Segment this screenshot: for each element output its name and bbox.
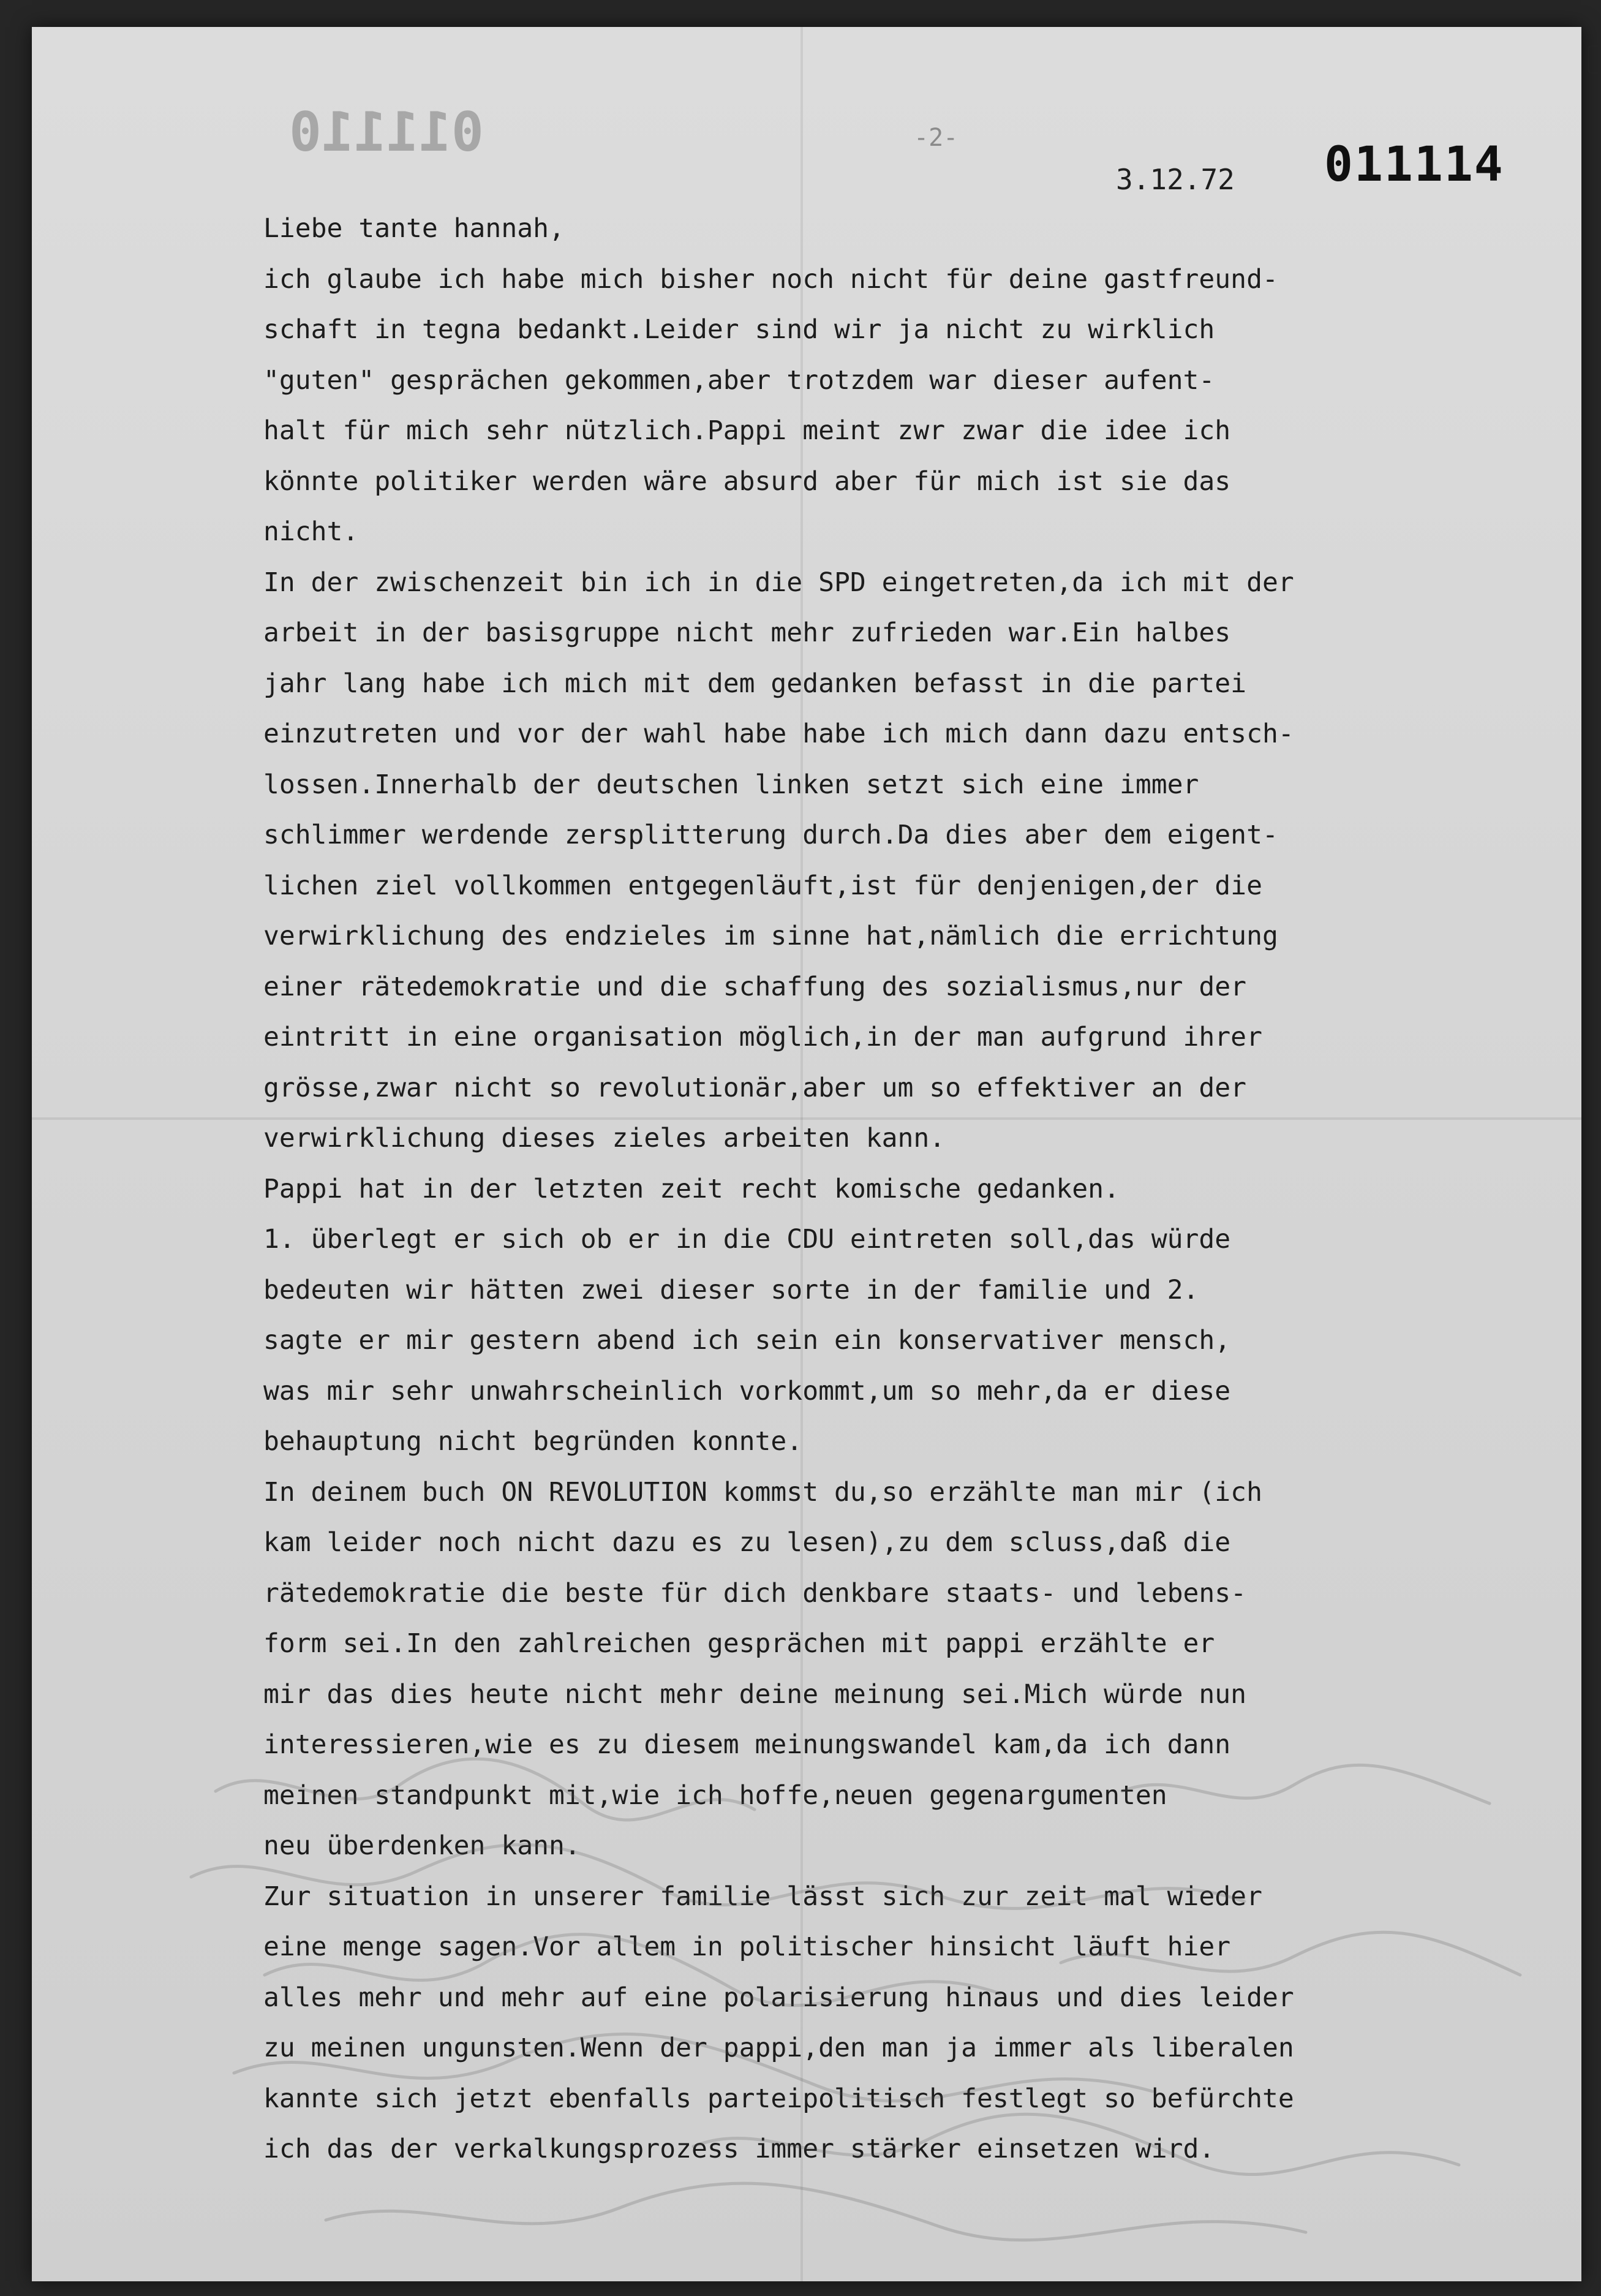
text-line: schlimmer werdende zersplitterung durch.Da dies aber dem eigent-	[263, 820, 1278, 850]
text-line: bedeuten wir hätten zwei dieser sorte in der familie und 2.	[263, 1274, 1199, 1305]
text-line: rätedemokratie die beste für dich denkbare staats- und lebens-	[263, 1577, 1247, 1609]
text-line: Liebe tante hannah,	[263, 213, 565, 244]
text-line: ich das der verkalkungsprozess immer stärker einsetzen wird.	[263, 2134, 1215, 2164]
text-line: verwirklichung dieses zieles arbeiten kann.	[263, 1123, 946, 1154]
text-line: Zur situation in unserer familie lässt sich zur zeit mal wieder	[263, 1881, 1262, 1912]
letter-body	[263, 203, 1537, 2175]
text-line: was mir sehr unwahrscheinlich vorkommt,um so mehr,da er diese	[263, 1375, 1231, 1407]
text-line: alles mehr und mehr auf eine polarisierung hinaus und dies leider	[263, 1982, 1294, 2013]
text-line: arbeit in der basisgruppe nicht mehr zufrieden war.Ein halbes	[263, 617, 1231, 648]
text-line: "guten" gesprächen gekommen,aber trotzdem war dieser aufent-	[263, 364, 1215, 396]
corner-mark	[1588, 45, 1601, 74]
text-line: behauptung nicht begründen konnte.	[263, 1426, 803, 1457]
text-line: mir das dies heute nicht mehr deine meinung sei.Mich würde nun	[263, 1679, 1247, 1710]
bleed-through-number: 011110	[289, 100, 484, 164]
text-line: ich glaube ich habe mich bisher noch nicht für deine gastfreund-	[263, 263, 1278, 295]
text-line: zu meinen ungunsten.Wenn der pappi,den man ja immer als liberalen	[263, 2033, 1294, 2063]
letter-date: 3.12.72	[1116, 163, 1235, 196]
text-line: interessieren,wie es zu diesem meinungswandel kam,da ich dann	[263, 1729, 1231, 1760]
text-line: jahr lang habe ich mich mit dem gedanken befasst in die partei	[263, 668, 1247, 699]
text-line: In der zwischenzeit bin ich in die SPD eingetreten,da ich mit der	[263, 567, 1294, 598]
text-line: nicht.	[263, 516, 359, 547]
text-line: sagte er mir gestern abend ich sein ein konservativer mensch,	[263, 1325, 1231, 1356]
text-line: einer rätedemokratie und die schaffung des sozialismus,nur der	[263, 971, 1247, 1002]
text-line: schaft in tegna bedankt.Leider sind wir ja nicht zu wirklich	[263, 314, 1215, 345]
paper-sheet	[32, 27, 1581, 2281]
text-line: grösse,zwar nicht so revolutionär,aber um so effektiver an der	[263, 1072, 1247, 1103]
text-line: eine menge sagen.Vor allem in politischer hinsicht läuft hier	[263, 1932, 1231, 1962]
text-line: kannte sich jetzt ebenfalls parteipolitisch festlegt so befürchte	[263, 2083, 1294, 2114]
text-line: lichen ziel vollkommen entgegenläuft,ist für denjenigen,der die	[263, 870, 1262, 901]
text-line: kam leider noch nicht dazu es zu lesen),zu dem scluss,daß die	[263, 1527, 1231, 1558]
text-line: neu überdenken kann.	[263, 1830, 581, 1861]
document-number: 011114	[1324, 137, 1504, 192]
text-line: könnte politiker werden wäre absurd aber für mich ist sie das	[263, 466, 1231, 497]
text-line: lossen.Innerhalb der deutschen linken setzt sich eine immer	[263, 769, 1199, 800]
text-line: halt für mich sehr nützlich.Pappi meint zwr zwar die idee ich	[263, 415, 1231, 446]
page-mark: -2-	[914, 124, 959, 152]
text-line: eintritt in eine organisation möglich,in der man aufgrund ihrer	[263, 1022, 1262, 1052]
text-line: In deinem buch ON REVOLUTION kommst du,so erzählte man mir (ich	[263, 1476, 1262, 1508]
text-line: Pappi hat in der letzten zeit recht komische gedanken.	[263, 1173, 1120, 1204]
text-line: form sei.In den zahlreichen gesprächen mit pappi erzählte er	[263, 1628, 1215, 1659]
text-line: verwirklichung des endzieles im sinne hat,nämlich die errichtung	[263, 921, 1278, 951]
text-line: einzutreten und vor der wahl habe habe ich mich dann dazu entsch-	[263, 719, 1294, 749]
text-line: meinen standpunkt mit,wie ich hoffe,neuen gegenargumenten	[263, 1780, 1167, 1811]
text-line: 1. überlegt er sich ob er in die CDU eintreten soll,das würde	[263, 1224, 1231, 1255]
